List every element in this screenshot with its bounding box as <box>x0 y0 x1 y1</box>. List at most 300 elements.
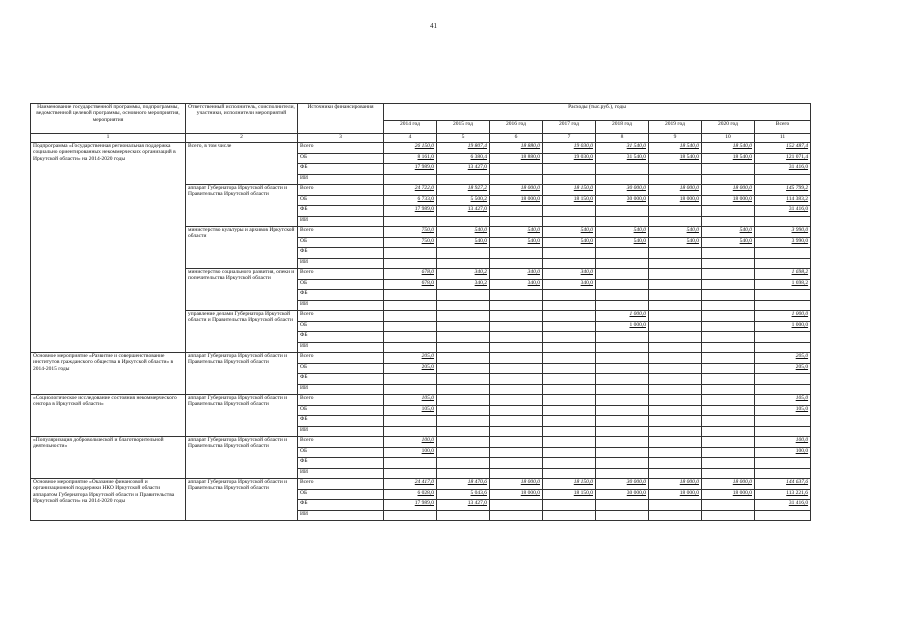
amount-cell <box>702 510 755 521</box>
amount-cell <box>543 216 596 227</box>
column-number: 11 <box>755 134 811 143</box>
column-number: 9 <box>649 134 702 143</box>
amount-cell: 18 000,0 <box>702 185 755 196</box>
amount-cell: 540,0 <box>543 237 596 248</box>
amount-cell <box>490 510 543 521</box>
amount-cell: 30 000,0 <box>596 489 649 500</box>
amount-cell <box>649 510 702 521</box>
amount-cell: 31 416,0 <box>755 500 811 511</box>
amount-cell <box>755 426 811 437</box>
amount-cell <box>437 258 490 269</box>
amount-cell <box>596 363 649 374</box>
amount-cell <box>384 426 437 437</box>
funding-source: ОБ <box>298 321 384 332</box>
amount-cell <box>649 269 702 280</box>
amount-cell <box>543 300 596 311</box>
amount-cell <box>649 290 702 301</box>
amount-cell <box>384 510 437 521</box>
amount-cell <box>437 447 490 458</box>
amount-cell: 18 000,0 <box>649 185 702 196</box>
amount-cell <box>384 332 437 343</box>
amount-cell <box>596 468 649 479</box>
funding-source: Всего <box>298 479 384 490</box>
amount-cell <box>649 332 702 343</box>
amount-cell <box>543 164 596 175</box>
amount-cell: 18 000,0 <box>702 489 755 500</box>
amount-cell: 18 000,0 <box>490 479 543 490</box>
executor-name: аппарат Губернатора Иркутской области и Правительства Иркутской области <box>186 437 298 479</box>
amount-cell: 540,0 <box>596 237 649 248</box>
amount-cell: 750,0 <box>384 237 437 248</box>
amount-cell <box>702 468 755 479</box>
amount-cell <box>702 384 755 395</box>
funding-source: ИИ <box>298 258 384 269</box>
amount-cell <box>384 216 437 227</box>
amount-cell <box>596 290 649 301</box>
header-year: 2016 год <box>490 121 543 134</box>
amount-cell <box>702 269 755 280</box>
amount-cell: 31 416,0 <box>755 206 811 217</box>
amount-cell: 750,0 <box>384 227 437 238</box>
amount-cell: 17 989,0 <box>384 500 437 511</box>
amount-cell <box>649 363 702 374</box>
funding-source: ИИ <box>298 174 384 185</box>
amount-cell <box>702 332 755 343</box>
table-row <box>31 395 811 406</box>
amount-cell <box>543 332 596 343</box>
amount-cell <box>755 290 811 301</box>
funding-source: ИИ <box>298 300 384 311</box>
amount-cell <box>755 384 811 395</box>
amount-cell <box>437 363 490 374</box>
amount-cell: 1 000,0 <box>596 311 649 322</box>
amount-cell <box>490 248 543 259</box>
amount-cell <box>702 500 755 511</box>
amount-cell <box>384 342 437 353</box>
amount-cell <box>490 416 543 427</box>
header-year: 2020 год <box>702 121 755 134</box>
amount-cell <box>596 248 649 259</box>
amount-cell: 18 000,0 <box>702 479 755 490</box>
amount-cell: 144 637,6 <box>755 479 811 490</box>
amount-cell <box>649 458 702 469</box>
amount-cell: 5 043,6 <box>437 489 490 500</box>
amount-cell <box>384 311 437 322</box>
column-number: 10 <box>702 134 755 143</box>
amount-cell <box>596 395 649 406</box>
program-name: «Популяризация добровольческой и благотворительной деятельности» <box>31 437 186 479</box>
amount-cell <box>490 216 543 227</box>
amount-cell <box>702 395 755 406</box>
amount-cell <box>649 468 702 479</box>
amount-cell <box>649 500 702 511</box>
amount-cell <box>596 510 649 521</box>
amount-cell: 18 000,0 <box>649 195 702 206</box>
amount-cell: 100,0 <box>384 437 437 448</box>
amount-cell: 18 540,0 <box>702 153 755 164</box>
amount-cell: 678,0 <box>384 269 437 280</box>
column-number: 4 <box>384 134 437 143</box>
amount-cell: 18 000,0 <box>490 489 543 500</box>
amount-cell: 19 030,0 <box>543 143 596 154</box>
amount-cell: 24 722,0 <box>384 185 437 196</box>
table-row <box>31 479 811 490</box>
amount-cell <box>755 374 811 385</box>
amount-cell <box>384 374 437 385</box>
amount-cell: 540,0 <box>490 237 543 248</box>
amount-cell: 18 000,0 <box>649 489 702 500</box>
amount-cell: 18 540,0 <box>649 143 702 154</box>
header-year: 2017 год <box>543 121 596 134</box>
amount-cell: 121 071,4 <box>755 153 811 164</box>
amount-cell <box>437 300 490 311</box>
funding-source: ФБ <box>298 416 384 427</box>
amount-cell <box>702 248 755 259</box>
amount-cell <box>490 426 543 437</box>
amount-cell <box>543 321 596 332</box>
amount-cell <box>649 258 702 269</box>
amount-cell <box>437 342 490 353</box>
amount-cell <box>543 447 596 458</box>
amount-cell <box>384 468 437 479</box>
amount-cell <box>649 447 702 458</box>
executor-name: министерство культуры и архивов Иркутской области <box>186 227 298 269</box>
amount-cell: 100,0 <box>755 437 811 448</box>
executor-name: Всего, в том числе <box>186 143 298 185</box>
amount-cell <box>596 384 649 395</box>
funding-source: ФБ <box>298 374 384 385</box>
amount-cell: 18 150,0 <box>543 185 596 196</box>
amount-cell <box>649 374 702 385</box>
header-row <box>31 104 811 121</box>
executor-name: аппарат Губернатора Иркутской области и Правительства Иркутской области <box>186 395 298 437</box>
amount-cell: 18 927,2 <box>437 185 490 196</box>
amount-cell <box>543 353 596 364</box>
amount-cell: 205,0 <box>384 363 437 374</box>
program-name: Подпрограмма «Государственная региональная поддержка социально ориентированных некоммерческих организаций в Иркутской области» на 2014-2020 годы <box>31 143 186 353</box>
amount-cell <box>384 290 437 301</box>
funding-source: Всего <box>298 269 384 280</box>
amount-cell <box>490 342 543 353</box>
executor-name: аппарат Губернатора Иркутской области и Правительства Иркутской области <box>186 479 298 521</box>
amount-cell: 205,0 <box>755 353 811 364</box>
amount-cell <box>437 374 490 385</box>
amount-cell: 18 000,0 <box>702 195 755 206</box>
amount-cell <box>755 248 811 259</box>
amount-cell: 31 416,0 <box>755 164 811 175</box>
amount-cell <box>649 279 702 290</box>
amount-cell: 18 540,0 <box>649 153 702 164</box>
amount-cell <box>649 174 702 185</box>
amount-cell <box>649 353 702 364</box>
amount-cell <box>702 206 755 217</box>
amount-cell <box>437 248 490 259</box>
amount-cell <box>437 416 490 427</box>
amount-cell <box>543 510 596 521</box>
column-number: 7 <box>543 134 596 143</box>
header-program-name: Наименование государственной программы, подпрограммы, ведомственной целевой программы, основного мероприятия, мероприятия <box>31 104 186 134</box>
amount-cell: 30 000,0 <box>596 195 649 206</box>
amount-cell: 18 880,0 <box>490 153 543 164</box>
amount-cell: 540,0 <box>596 227 649 238</box>
amount-cell <box>596 216 649 227</box>
amount-cell: 18 540,0 <box>702 143 755 154</box>
amount-cell <box>755 416 811 427</box>
amount-cell <box>384 174 437 185</box>
amount-cell <box>490 458 543 469</box>
amount-cell <box>596 206 649 217</box>
amount-cell <box>702 164 755 175</box>
amount-cell <box>649 342 702 353</box>
executor-name: управление делами Губернатора Иркутской области и Правительства Иркутской области <box>186 311 298 353</box>
amount-cell <box>490 395 543 406</box>
amount-cell: 3 990,0 <box>755 237 811 248</box>
amount-cell: 18 880,0 <box>490 143 543 154</box>
amount-cell: 145 799,2 <box>755 185 811 196</box>
amount-cell <box>543 290 596 301</box>
amount-cell <box>437 290 490 301</box>
amount-cell: 105,0 <box>384 405 437 416</box>
header-year: 2015 год <box>437 121 490 134</box>
funding-source: ФБ <box>298 332 384 343</box>
amount-cell: 340,0 <box>490 279 543 290</box>
funding-source: ФБ <box>298 164 384 175</box>
amount-cell <box>437 311 490 322</box>
amount-cell <box>755 332 811 343</box>
funding-source: ИИ <box>298 426 384 437</box>
amount-cell <box>543 395 596 406</box>
amount-cell <box>649 437 702 448</box>
amount-cell <box>437 405 490 416</box>
amount-cell <box>702 437 755 448</box>
amount-cell: 18 470,6 <box>437 479 490 490</box>
amount-cell <box>702 363 755 374</box>
amount-cell: 540,0 <box>649 237 702 248</box>
amount-cell <box>437 510 490 521</box>
amount-cell <box>596 500 649 511</box>
amount-cell: 31 540,0 <box>596 153 649 164</box>
amount-cell: 18 150,0 <box>543 489 596 500</box>
amount-cell: 8 161,0 <box>384 153 437 164</box>
amount-cell: 30 000,0 <box>596 479 649 490</box>
amount-cell <box>543 384 596 395</box>
header-numbers-row <box>31 134 811 143</box>
amount-cell <box>649 405 702 416</box>
amount-cell <box>543 174 596 185</box>
amount-cell <box>702 258 755 269</box>
amount-cell <box>543 311 596 322</box>
amount-cell <box>649 416 702 427</box>
header-year: 2014 год <box>384 121 437 134</box>
amount-cell <box>755 468 811 479</box>
amount-cell <box>543 437 596 448</box>
amount-cell <box>702 416 755 427</box>
funding-source: ОБ <box>298 195 384 206</box>
amount-cell <box>490 447 543 458</box>
amount-cell <box>384 248 437 259</box>
funding-source: ОБ <box>298 489 384 500</box>
amount-cell: 205,0 <box>755 363 811 374</box>
amount-cell <box>649 384 702 395</box>
amount-cell <box>702 311 755 322</box>
amount-cell: 105,0 <box>384 395 437 406</box>
executor-name: министерство социального развития, опеки и попечительства Иркутской области <box>186 269 298 311</box>
column-number: 1 <box>31 134 186 143</box>
amount-cell <box>437 332 490 343</box>
amount-cell <box>755 300 811 311</box>
funding-source: ФБ <box>298 458 384 469</box>
funding-source: Всего <box>298 311 384 322</box>
amount-cell <box>543 416 596 427</box>
amount-cell: 678,0 <box>384 279 437 290</box>
amount-cell <box>649 206 702 217</box>
amount-cell: 18 000,0 <box>649 479 702 490</box>
funding-source: ИИ <box>298 384 384 395</box>
amount-cell <box>596 279 649 290</box>
funding-source: Всего <box>298 353 384 364</box>
amount-cell <box>437 426 490 437</box>
program-name: «Социологическое исследование состояния некоммерческого сектора в Иркутской области» <box>31 395 186 437</box>
amount-cell <box>437 458 490 469</box>
funding-source: Всего <box>298 185 384 196</box>
financing-table <box>30 103 811 521</box>
amount-cell <box>702 405 755 416</box>
funding-source: ФБ <box>298 206 384 217</box>
amount-cell <box>649 164 702 175</box>
amount-cell: 540,0 <box>702 237 755 248</box>
amount-cell <box>649 321 702 332</box>
amount-cell <box>596 426 649 437</box>
amount-cell <box>755 174 811 185</box>
table-row <box>31 353 811 364</box>
funding-source: ОБ <box>298 153 384 164</box>
amount-cell <box>490 374 543 385</box>
amount-cell <box>702 290 755 301</box>
amount-cell <box>543 258 596 269</box>
amount-cell <box>490 437 543 448</box>
amount-cell <box>596 374 649 385</box>
amount-cell <box>596 164 649 175</box>
funding-source: ОБ <box>298 237 384 248</box>
amount-cell <box>437 174 490 185</box>
amount-cell <box>702 426 755 437</box>
amount-cell <box>755 342 811 353</box>
amount-cell <box>596 405 649 416</box>
header-year: Всего <box>755 121 811 134</box>
amount-cell <box>596 458 649 469</box>
funding-source: ОБ <box>298 405 384 416</box>
amount-cell <box>490 353 543 364</box>
column-number: 5 <box>437 134 490 143</box>
amount-cell <box>490 468 543 479</box>
amount-cell <box>755 458 811 469</box>
amount-cell: 6 733,0 <box>384 195 437 206</box>
amount-cell <box>702 458 755 469</box>
funding-source: ОБ <box>298 363 384 374</box>
amount-cell <box>702 216 755 227</box>
amount-cell <box>490 174 543 185</box>
amount-cell <box>596 269 649 280</box>
amount-cell <box>755 510 811 521</box>
amount-cell <box>649 311 702 322</box>
amount-cell: 340,2 <box>437 269 490 280</box>
amount-cell <box>596 342 649 353</box>
amount-cell: 1 000,0 <box>755 311 811 322</box>
amount-cell <box>384 416 437 427</box>
amount-cell: 19 030,0 <box>543 153 596 164</box>
amount-cell <box>543 426 596 437</box>
amount-cell: 26 150,0 <box>384 143 437 154</box>
amount-cell: 1 698,2 <box>755 269 811 280</box>
funding-source: ФБ <box>298 248 384 259</box>
amount-cell <box>437 437 490 448</box>
amount-cell <box>543 206 596 217</box>
amount-cell <box>702 374 755 385</box>
amount-cell: 113 221,6 <box>755 489 811 500</box>
amount-cell <box>490 363 543 374</box>
amount-cell <box>437 216 490 227</box>
amount-cell <box>755 216 811 227</box>
amount-cell: 540,0 <box>702 227 755 238</box>
column-number: 6 <box>490 134 543 143</box>
column-number: 2 <box>186 134 298 143</box>
amount-cell <box>596 300 649 311</box>
funding-source: Всего <box>298 437 384 448</box>
amount-cell <box>596 416 649 427</box>
amount-cell <box>596 174 649 185</box>
amount-cell: 340,2 <box>437 279 490 290</box>
funding-source: ИИ <box>298 342 384 353</box>
funding-source: Всего <box>298 227 384 238</box>
header-year: 2019 год <box>649 121 702 134</box>
amount-cell <box>596 447 649 458</box>
amount-cell <box>543 405 596 416</box>
amount-cell <box>649 395 702 406</box>
amount-cell <box>543 363 596 374</box>
amount-cell <box>384 300 437 311</box>
amount-cell <box>437 353 490 364</box>
amount-cell: 13 427,0 <box>437 206 490 217</box>
amount-cell: 18 150,0 <box>543 195 596 206</box>
amount-cell <box>596 258 649 269</box>
column-number: 3 <box>298 134 384 143</box>
table-row <box>31 143 811 154</box>
amount-cell <box>543 468 596 479</box>
amount-cell <box>437 321 490 332</box>
amount-cell <box>596 353 649 364</box>
amount-cell <box>649 248 702 259</box>
amount-cell: 18 000,0 <box>490 195 543 206</box>
amount-cell <box>755 258 811 269</box>
amount-cell <box>490 300 543 311</box>
amount-cell: 100,0 <box>384 447 437 458</box>
amount-cell: 18 150,0 <box>543 479 596 490</box>
amount-cell <box>543 500 596 511</box>
amount-cell: 540,0 <box>543 227 596 238</box>
amount-cell: 31 540,0 <box>596 143 649 154</box>
amount-cell <box>596 437 649 448</box>
amount-cell <box>490 164 543 175</box>
amount-cell <box>490 321 543 332</box>
amount-cell: 24 417,0 <box>384 479 437 490</box>
amount-cell <box>543 374 596 385</box>
amount-cell: 340,0 <box>543 279 596 290</box>
page-number: 41 <box>430 22 437 30</box>
amount-cell <box>490 258 543 269</box>
amount-cell <box>384 458 437 469</box>
amount-cell: 1 698,2 <box>755 279 811 290</box>
table-body <box>31 143 811 521</box>
